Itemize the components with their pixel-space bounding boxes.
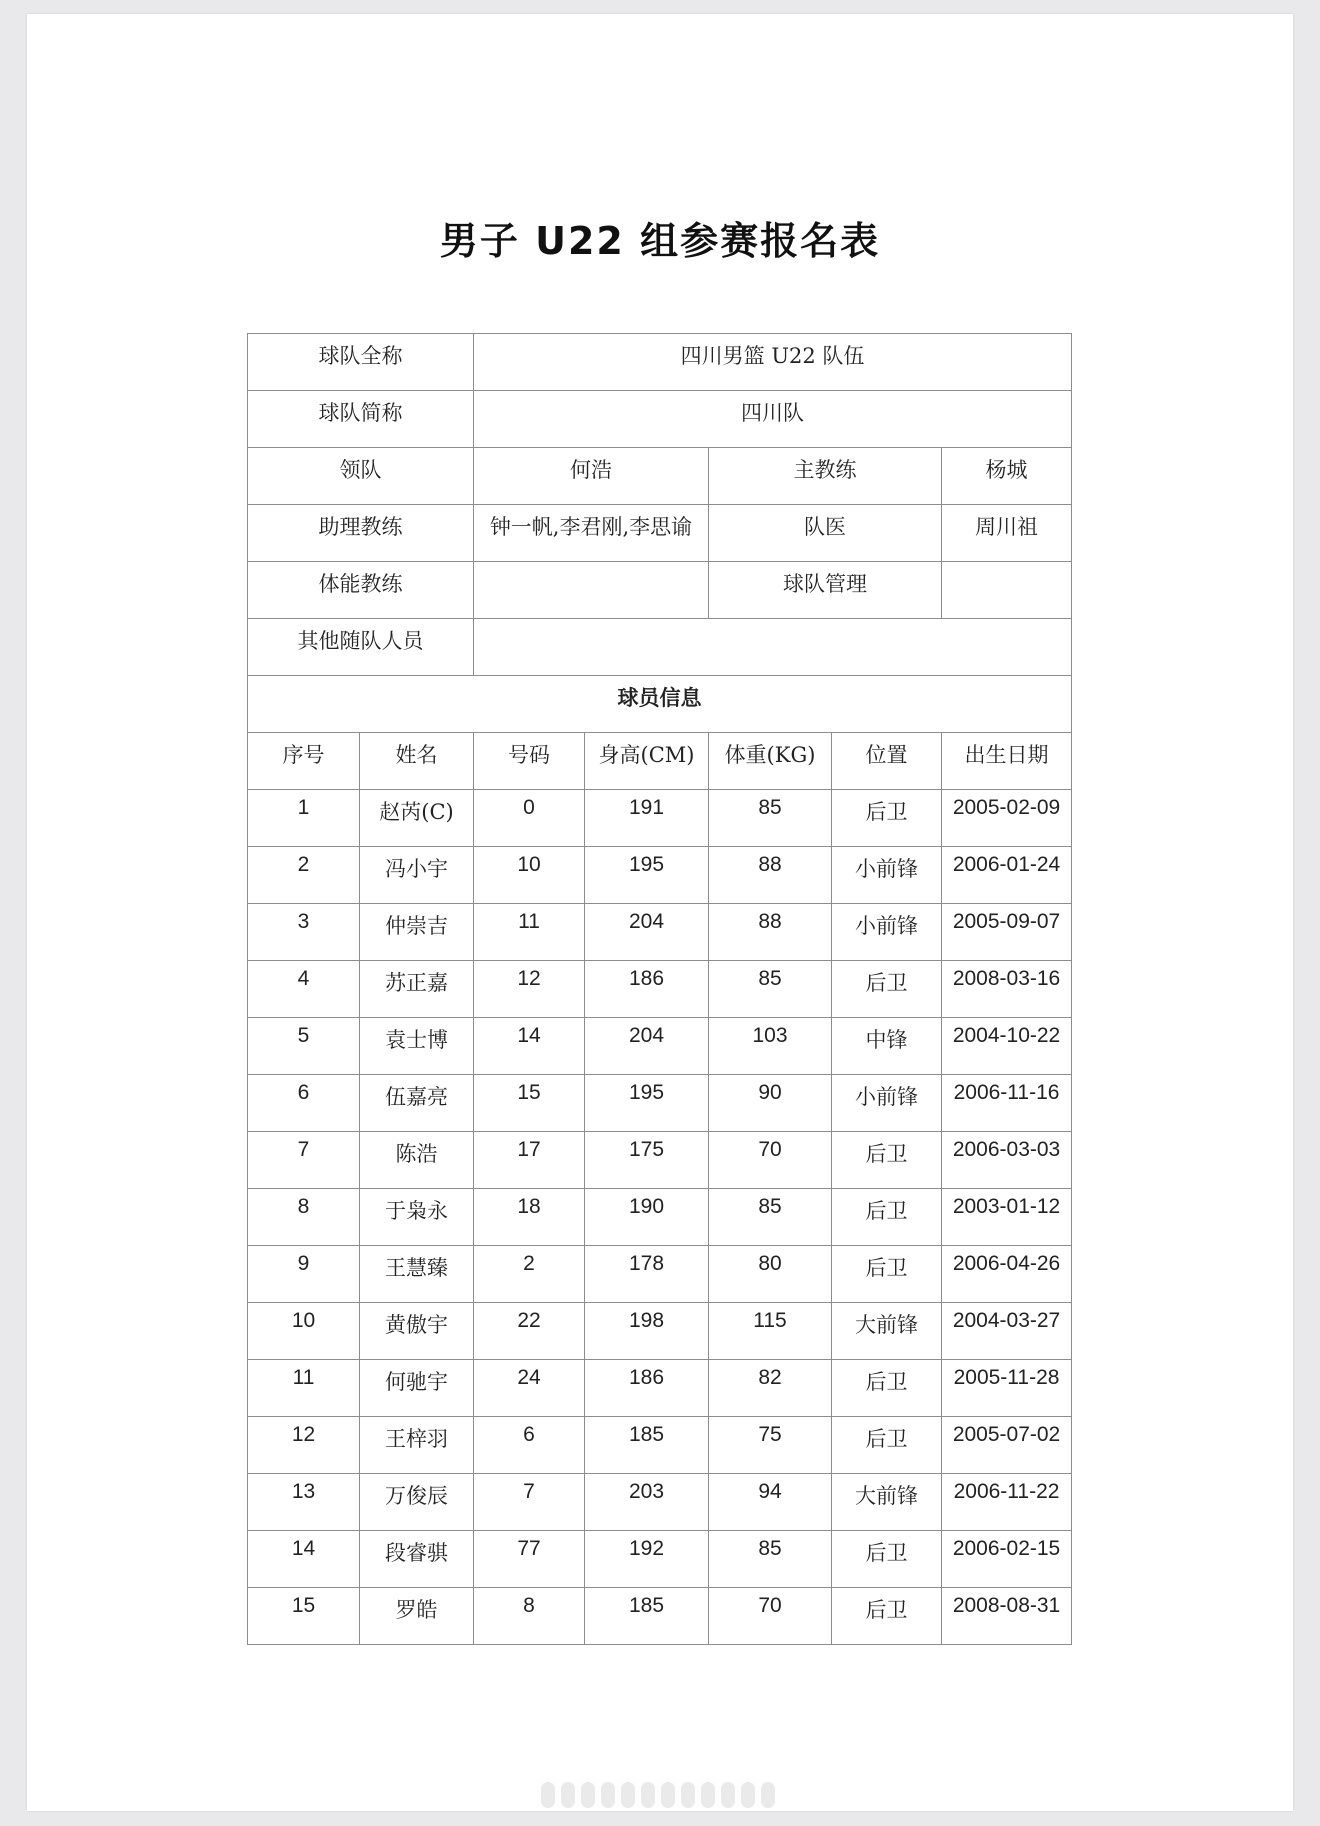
player-row — [248, 847, 1072, 904]
player-height: 195 — [585, 1075, 709, 1132]
player-height: 185 — [585, 1417, 709, 1474]
player-weight: 115 — [709, 1303, 832, 1360]
player-birthdate: 2004-03-27 — [942, 1303, 1072, 1360]
player-number: 2 — [474, 1246, 585, 1303]
other-staff-value — [474, 619, 1072, 676]
player-weight: 70 — [709, 1588, 832, 1645]
column-header-number: 号码 — [474, 733, 585, 790]
player-number: 10 — [474, 847, 585, 904]
player-index: 1 — [248, 790, 360, 847]
player-name: 袁士博 — [360, 1018, 474, 1075]
player-row — [248, 1360, 1072, 1417]
team-short-name-label: 球队简称 — [248, 391, 474, 448]
player-birthdate: 2003-01-12 — [942, 1189, 1072, 1246]
player-weight: 75 — [709, 1417, 832, 1474]
page-title: 男子 U22 组参赛报名表 — [439, 219, 881, 263]
player-name: 王梓羽 — [360, 1417, 474, 1474]
player-index: 11 — [248, 1360, 360, 1417]
other-staff-label: 其他随队人员 — [248, 619, 474, 676]
player-position: 后卫 — [832, 1189, 942, 1246]
player-birthdate: 2004-10-22 — [942, 1018, 1072, 1075]
team-manager-value — [942, 562, 1072, 619]
player-index: 2 — [248, 847, 360, 904]
player-height: 191 — [585, 790, 709, 847]
player-name: 段睿骐 — [360, 1531, 474, 1588]
player-index: 13 — [248, 1474, 360, 1531]
player-weight: 88 — [709, 904, 832, 961]
player-name: 陈浩 — [360, 1132, 474, 1189]
row-leader — [248, 448, 1072, 505]
player-birthdate: 2005-11-28 — [942, 1360, 1072, 1417]
player-row — [248, 1474, 1072, 1531]
watermark — [541, 1782, 775, 1808]
column-header-index: 序号 — [248, 733, 360, 790]
player-number: 11 — [474, 904, 585, 961]
row-others — [248, 619, 1072, 676]
player-row — [248, 1588, 1072, 1645]
player-name: 万俊辰 — [360, 1474, 474, 1531]
player-name: 冯小宇 — [360, 847, 474, 904]
player-row — [248, 1189, 1072, 1246]
player-index: 4 — [248, 961, 360, 1018]
player-name: 于枭永 — [360, 1189, 474, 1246]
player-position: 后卫 — [832, 1588, 942, 1645]
assistant-coach-value: 钟一帆,李君刚,李思谕 — [474, 505, 709, 562]
player-index: 5 — [248, 1018, 360, 1075]
document-page — [27, 14, 1293, 1811]
player-weight: 90 — [709, 1075, 832, 1132]
player-position: 大前锋 — [832, 1474, 942, 1531]
player-birthdate: 2006-04-26 — [942, 1246, 1072, 1303]
player-height: 192 — [585, 1531, 709, 1588]
players-section-title: 球员信息 — [248, 676, 1072, 733]
column-header-height: 身高(CM) — [585, 733, 709, 790]
player-height: 198 — [585, 1303, 709, 1360]
player-position: 小前锋 — [832, 904, 942, 961]
player-position: 小前锋 — [832, 1075, 942, 1132]
team-short-name-value: 四川队 — [474, 391, 1072, 448]
player-birthdate: 2005-07-02 — [942, 1417, 1072, 1474]
player-height: 178 — [585, 1246, 709, 1303]
player-name: 伍嘉亮 — [360, 1075, 474, 1132]
player-position: 大前锋 — [832, 1303, 942, 1360]
player-name: 罗皓 — [360, 1588, 474, 1645]
player-height: 186 — [585, 961, 709, 1018]
player-number: 24 — [474, 1360, 585, 1417]
column-header-position: 位置 — [832, 733, 942, 790]
head-coach-value: 杨城 — [942, 448, 1072, 505]
player-row — [248, 1075, 1072, 1132]
player-row — [248, 904, 1072, 961]
player-position: 小前锋 — [832, 847, 942, 904]
team-full-name-label: 球队全称 — [248, 334, 474, 391]
player-row — [248, 1303, 1072, 1360]
row-fitness — [248, 562, 1072, 619]
player-position: 后卫 — [832, 1531, 942, 1588]
team-doctor-value: 周川祖 — [942, 505, 1072, 562]
player-index: 3 — [248, 904, 360, 961]
player-weight: 88 — [709, 847, 832, 904]
player-position: 后卫 — [832, 961, 942, 1018]
player-row — [248, 1531, 1072, 1588]
player-number: 77 — [474, 1531, 585, 1588]
player-index: 15 — [248, 1588, 360, 1645]
player-height: 185 — [585, 1588, 709, 1645]
player-number: 0 — [474, 790, 585, 847]
head-coach-label: 主教练 — [709, 448, 942, 505]
player-row — [248, 790, 1072, 847]
player-index: 7 — [248, 1132, 360, 1189]
player-birthdate: 2008-08-31 — [942, 1588, 1072, 1645]
player-weight: 85 — [709, 1189, 832, 1246]
player-weight: 80 — [709, 1246, 832, 1303]
row-team-full-name — [248, 334, 1072, 391]
player-number: 14 — [474, 1018, 585, 1075]
player-number: 18 — [474, 1189, 585, 1246]
player-number: 6 — [474, 1417, 585, 1474]
player-birthdate: 2006-02-15 — [942, 1531, 1072, 1588]
player-birthdate: 2008-03-16 — [942, 961, 1072, 1018]
player-birthdate: 2006-01-24 — [942, 847, 1072, 904]
player-height: 203 — [585, 1474, 709, 1531]
player-birthdate: 2006-03-03 — [942, 1132, 1072, 1189]
player-weight: 70 — [709, 1132, 832, 1189]
player-height: 195 — [585, 847, 709, 904]
team-full-name-value: 四川男篮 U22 队伍 — [474, 334, 1072, 391]
player-number: 15 — [474, 1075, 585, 1132]
player-weight: 85 — [709, 790, 832, 847]
player-index: 10 — [248, 1303, 360, 1360]
player-index: 14 — [248, 1531, 360, 1588]
player-number: 22 — [474, 1303, 585, 1360]
player-row — [248, 1246, 1072, 1303]
player-row — [248, 1132, 1072, 1189]
player-rows — [248, 790, 1072, 1645]
column-header-weight: 体重(KG) — [709, 733, 832, 790]
player-position: 后卫 — [832, 1417, 942, 1474]
player-height: 204 — [585, 904, 709, 961]
player-position: 后卫 — [832, 1132, 942, 1189]
leader-label: 领队 — [248, 448, 474, 505]
row-assistant — [248, 505, 1072, 562]
player-birthdate: 2005-09-07 — [942, 904, 1072, 961]
player-weight: 85 — [709, 961, 832, 1018]
player-row — [248, 1018, 1072, 1075]
player-number: 12 — [474, 961, 585, 1018]
player-number: 17 — [474, 1132, 585, 1189]
player-name: 黄傲宇 — [360, 1303, 474, 1360]
player-birthdate: 2006-11-22 — [942, 1474, 1072, 1531]
team-doctor-label: 队医 — [709, 505, 942, 562]
player-height: 175 — [585, 1132, 709, 1189]
leader-value: 何浩 — [474, 448, 709, 505]
player-weight: 85 — [709, 1531, 832, 1588]
player-birthdate: 2005-02-09 — [942, 790, 1072, 847]
player-row — [248, 1417, 1072, 1474]
column-header-name: 姓名 — [360, 733, 474, 790]
player-height: 204 — [585, 1018, 709, 1075]
player-number: 7 — [474, 1474, 585, 1531]
player-index: 12 — [248, 1417, 360, 1474]
player-number: 8 — [474, 1588, 585, 1645]
column-header-birthdate: 出生日期 — [942, 733, 1072, 790]
player-weight: 103 — [709, 1018, 832, 1075]
player-weight: 82 — [709, 1360, 832, 1417]
player-name: 赵芮(C) — [360, 790, 474, 847]
player-name: 何驰宇 — [360, 1360, 474, 1417]
player-position: 中锋 — [832, 1018, 942, 1075]
fitness-coach-label: 体能教练 — [248, 562, 474, 619]
registration-table — [247, 333, 1072, 1645]
player-name: 仲崇吉 — [360, 904, 474, 961]
player-index: 9 — [248, 1246, 360, 1303]
player-height: 186 — [585, 1360, 709, 1417]
player-height: 190 — [585, 1189, 709, 1246]
assistant-coach-label: 助理教练 — [248, 505, 474, 562]
team-manager-label: 球队管理 — [709, 562, 942, 619]
player-birthdate: 2006-11-16 — [942, 1075, 1072, 1132]
player-row — [248, 961, 1072, 1018]
row-players-section — [248, 676, 1072, 733]
player-position: 后卫 — [832, 1360, 942, 1417]
fitness-coach-value — [474, 562, 709, 619]
player-index: 8 — [248, 1189, 360, 1246]
player-name: 苏正嘉 — [360, 961, 474, 1018]
players-header-row — [248, 733, 1072, 790]
player-position: 后卫 — [832, 790, 942, 847]
player-name: 王慧臻 — [360, 1246, 474, 1303]
player-weight: 94 — [709, 1474, 832, 1531]
player-index: 6 — [248, 1075, 360, 1132]
row-team-short-name — [248, 391, 1072, 448]
player-position: 后卫 — [832, 1246, 942, 1303]
